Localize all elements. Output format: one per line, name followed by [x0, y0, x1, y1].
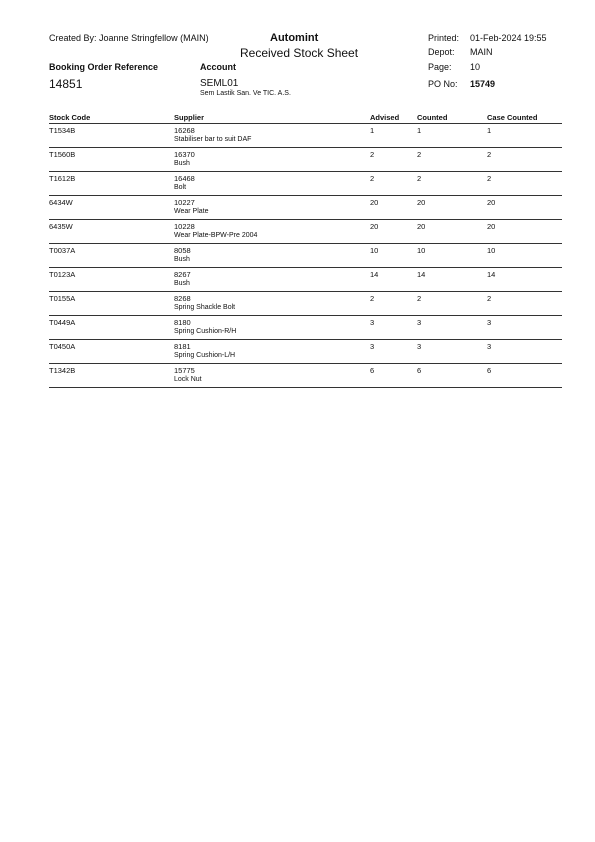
- cell-case-counted: 2: [487, 292, 562, 316]
- cell-stock-code: T0450A: [49, 340, 174, 364]
- cell-supplier: [174, 220, 370, 244]
- cell-stock-code: T1560B: [49, 148, 174, 172]
- item-description: Bolt: [174, 184, 187, 191]
- item-description: Wear Plate: [174, 208, 209, 215]
- cell-case-counted: 10: [487, 244, 562, 268]
- supplier-number: 8268: [174, 294, 191, 303]
- cell-counted: 20: [417, 196, 487, 220]
- cell-supplier: [174, 124, 370, 148]
- item-description: Spring Cushion-L/H: [174, 352, 236, 359]
- supplier-number: 10227: [174, 198, 195, 207]
- col-stock-code: Stock Code: [49, 113, 174, 124]
- page-value: 10: [470, 62, 481, 72]
- cell-counted: 1: [417, 124, 487, 148]
- stock-table: [49, 113, 562, 388]
- cell-counted: 20: [417, 220, 487, 244]
- col-case-counted: Case Counted: [487, 113, 562, 124]
- cell-stock-code: T1342B: [49, 364, 174, 388]
- table-row: [49, 268, 562, 292]
- cell-counted: 14: [417, 268, 487, 292]
- item-description: Wear Plate-BPW-Pre 2004: [174, 232, 258, 239]
- cell-supplier: [174, 340, 370, 364]
- depot-label: Depot:: [428, 47, 455, 57]
- table-row: [49, 148, 562, 172]
- account-code: SEML01: [200, 78, 239, 89]
- po-label: PO No:: [428, 79, 458, 89]
- cell-case-counted: 20: [487, 220, 562, 244]
- cell-stock-code: T1612B: [49, 172, 174, 196]
- booking-ref-label: Booking Order Reference: [49, 62, 159, 72]
- cell-case-counted: 14: [487, 268, 562, 292]
- cell-supplier: [174, 196, 370, 220]
- cell-supplier: [174, 364, 370, 388]
- supplier-number: 16370: [174, 150, 195, 159]
- cell-counted: 2: [417, 292, 487, 316]
- item-description: Stabiliser bar to suit DAF: [174, 136, 252, 143]
- cell-counted: 3: [417, 340, 487, 364]
- cell-supplier: [174, 148, 370, 172]
- table-row: [49, 364, 562, 388]
- item-description: Spring Shackle Bolt: [174, 304, 236, 311]
- supplier-number: 8181: [174, 342, 191, 351]
- item-description: Lock Nut: [174, 376, 202, 383]
- cell-advised: 20: [370, 220, 417, 244]
- item-description: Spring Cushion-R/H: [174, 328, 237, 335]
- supplier-number: 16268: [174, 126, 195, 135]
- cell-supplier: [174, 244, 370, 268]
- po-value: 15749: [470, 79, 496, 89]
- col-advised: Advised: [370, 113, 417, 124]
- table-row: [49, 292, 562, 316]
- cell-case-counted: 3: [487, 316, 562, 340]
- cell-counted: 10: [417, 244, 487, 268]
- cell-case-counted: 20: [487, 196, 562, 220]
- cell-advised: 3: [370, 340, 417, 364]
- cell-stock-code: T0155A: [49, 292, 174, 316]
- cell-case-counted: 2: [487, 148, 562, 172]
- cell-supplier: [174, 292, 370, 316]
- page-label: Page:: [428, 62, 452, 72]
- account-label: Account: [200, 62, 236, 72]
- depot-value: MAIN: [470, 47, 493, 57]
- printed-value: 01-Feb-2024 19:55: [470, 33, 547, 43]
- table-header-row: [49, 113, 562, 124]
- cell-counted: 2: [417, 172, 487, 196]
- supplier-number: 8058: [174, 246, 191, 255]
- supplier-number: 8267: [174, 270, 191, 279]
- table-row: [49, 316, 562, 340]
- item-description: Bush: [174, 256, 190, 263]
- item-description: Bush: [174, 280, 190, 287]
- company-name: Automint: [270, 32, 319, 44]
- booking-ref-value: 14851: [49, 77, 83, 91]
- table-row: [49, 340, 562, 364]
- cell-advised: 6: [370, 364, 417, 388]
- table-row: [49, 244, 562, 268]
- cell-advised: 14: [370, 268, 417, 292]
- col-counted: Counted: [417, 113, 487, 124]
- table-row: [49, 124, 562, 148]
- cell-advised: 2: [370, 292, 417, 316]
- cell-stock-code: 6435W: [49, 220, 174, 244]
- cell-case-counted: 1: [487, 124, 562, 148]
- printed-label: Printed:: [428, 33, 460, 43]
- cell-counted: 6: [417, 364, 487, 388]
- supplier-number: 8180: [174, 318, 191, 327]
- cell-stock-code: T0123A: [49, 268, 174, 292]
- created-by-value: Joanne Stringfellow (MAIN): [99, 33, 209, 43]
- cell-advised: 1: [370, 124, 417, 148]
- item-description: Bush: [174, 160, 190, 167]
- cell-advised: 10: [370, 244, 417, 268]
- created-by: [49, 33, 209, 43]
- supplier-number: 16468: [174, 174, 195, 183]
- cell-supplier: [174, 268, 370, 292]
- sheet-title: Received Stock Sheet: [240, 46, 359, 60]
- cell-case-counted: 6: [487, 364, 562, 388]
- supplier-number: 15775: [174, 366, 195, 375]
- cell-stock-code: T0037A: [49, 244, 174, 268]
- cell-supplier: [174, 316, 370, 340]
- cell-counted: 3: [417, 316, 487, 340]
- table-row: [49, 172, 562, 196]
- cell-advised: 3: [370, 316, 417, 340]
- col-supplier: Supplier: [174, 113, 370, 124]
- cell-stock-code: 6434W: [49, 196, 174, 220]
- cell-advised: 20: [370, 196, 417, 220]
- cell-supplier: [174, 172, 370, 196]
- supplier-number: 10228: [174, 222, 195, 231]
- created-by-label: Created By:: [49, 33, 97, 43]
- account-name: Sem Lastik San. Ve TIC. A.S.: [200, 90, 291, 97]
- cell-counted: 2: [417, 148, 487, 172]
- cell-case-counted: 3: [487, 340, 562, 364]
- cell-case-counted: 2: [487, 172, 562, 196]
- table-row: [49, 196, 562, 220]
- cell-advised: 2: [370, 148, 417, 172]
- table-row: [49, 220, 562, 244]
- cell-advised: 2: [370, 172, 417, 196]
- cell-stock-code: T0449A: [49, 316, 174, 340]
- cell-stock-code: T1534B: [49, 124, 174, 148]
